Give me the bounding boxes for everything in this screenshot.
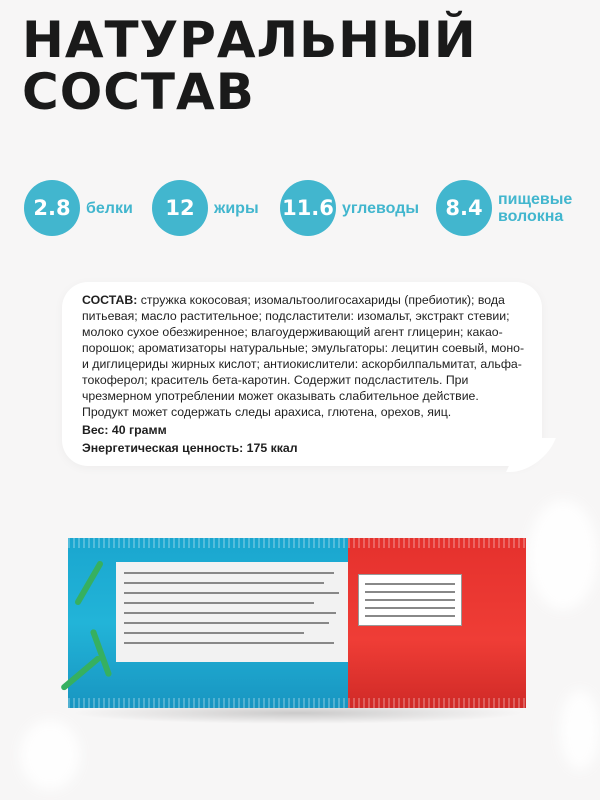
page-title [22,11,477,121]
protein-bar-wrapper-icon [68,538,526,708]
title-line-1: НАТУРАЛЬНЫЙ [22,11,477,69]
stat-carbs [280,180,419,236]
wrapper-crimp-bottom [68,698,526,708]
energy-line: Энергетическая ценность: 175 ккал [82,441,298,455]
wrapper-crimp-top [68,538,526,548]
coconut-blob [528,500,598,610]
nutrition-table-panel [358,574,462,626]
wrapper-info-panel [116,562,348,662]
stat-value-circle: 11.6 [280,180,336,236]
stat-label: белки [86,199,133,217]
composition-text-block [82,292,526,456]
stat-fat [152,180,259,236]
stat-label: жиры [214,199,259,217]
title-line-2: СОСТАВ [22,63,255,121]
stat-value-circle: 12 [152,180,208,236]
stat-label: углеводы [342,199,420,217]
composition-paragraph [82,292,526,420]
stat-value-circle: 2.8 [24,180,80,236]
nutrition-stats [24,180,590,236]
stat-label: пищевые волокна [498,191,573,225]
stat-fiber [436,180,572,236]
coconut-blob [560,690,600,770]
stat-protein [24,180,133,236]
composition-text: стружка кокосовая; изомальтоолигосахариды (пребиотик); вода питьевая; масло растительное; подсластители: изомальт, экстракт стевии; молоко сухое обезжиренное; влагоудерживающий агент глицерин; какао-порошок; ароматизаторы натуральные; эмульгаторы: лецитин соевый, моно- и диглицериды жирных кислот; антиокислители: аскорбилпальмитат, альфа-токоферол; краситель бета-каротин. Содержит подсластитель. При чрезмерном употреблении может оказывать слабительное действие. Продукт может содержать следы арахиса, глютена, орехов, яиц. [82,293,525,419]
composition-label: СОСТАВ: [82,293,138,307]
weight-line: Вес: 40 грамм [82,423,167,437]
stat-value-circle: 8.4 [436,180,492,236]
coconut-blob [20,720,80,790]
